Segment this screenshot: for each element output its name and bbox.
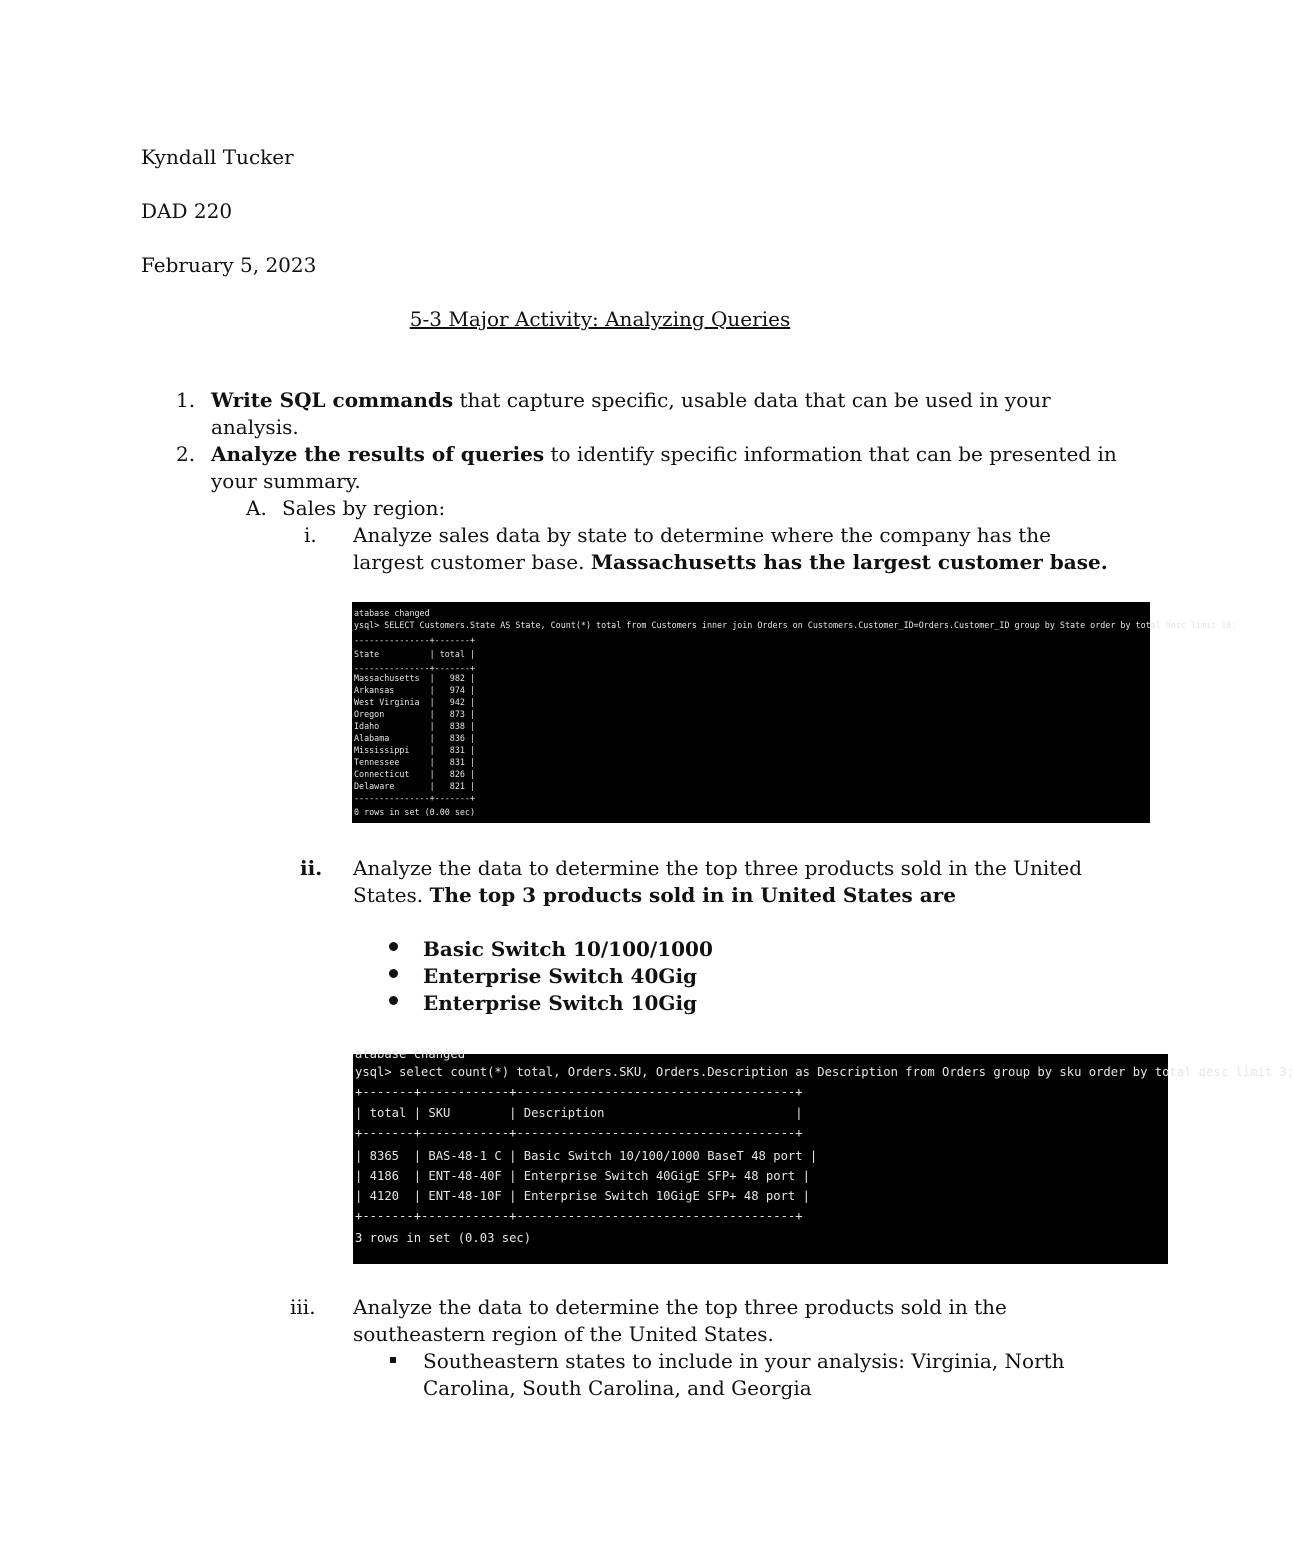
list-item bbox=[423, 963, 697, 990]
list-item-a: Sales by region: bbox=[282, 496, 446, 520]
list-item bbox=[423, 990, 697, 1017]
terminal-line: +-------+------------+--------------------------------------+ bbox=[355, 1209, 803, 1223]
list-item-iii-sub-line2: Carolina, South Carolina, and Georgia bbox=[423, 1376, 812, 1400]
list-item-2 bbox=[211, 441, 1117, 468]
terminal-line: Arkansas | 974 | bbox=[354, 685, 476, 695]
list-item-ii-text: States. bbox=[353, 883, 430, 907]
list-item-iii-line1: Analyze the data to determine the top three products sold in the bbox=[353, 1295, 1007, 1319]
terminal-line: | 4120 | ENT-48-10F | Enterprise Switch 10GigE SFP+ 48 port | bbox=[355, 1189, 810, 1203]
list-item-i-line1: Analyze sales data by state to determine where the company has the bbox=[353, 523, 1051, 547]
bullet-dot-icon bbox=[389, 996, 398, 1005]
terminal-line: ---------------+-------+ bbox=[354, 663, 476, 673]
list-item-i-text: largest customer base. bbox=[353, 550, 591, 574]
terminal-line: ---------------+-------+ bbox=[354, 635, 476, 645]
terminal-line: ysql> SELECT Customers.State AS State, Count(*) total from Customers inner join Orders on Customers.Customer_ID=Orders.Customer_ID group by State order by total desc limit 10; bbox=[354, 620, 1237, 630]
page-title: 5-3 Major Activity: Analyzing Queries bbox=[409, 307, 791, 331]
list-item-ii-line1: Analyze the data to determine the top three products sold in the United bbox=[353, 856, 1082, 880]
terminal-line: State | total | bbox=[354, 649, 476, 659]
terminal-line: Connecticut | 826 | bbox=[354, 769, 476, 779]
course-code: DAD 220 bbox=[141, 199, 233, 223]
terminal-line: atabase changed bbox=[354, 608, 430, 618]
list-roman-iii: iii. bbox=[290, 1295, 316, 1319]
bullet-dot-icon bbox=[389, 942, 398, 951]
terminal-line: | 8365 | BAS-48-1 C | Basic Switch 10/100/1000 BaseT 48 port | bbox=[355, 1149, 818, 1163]
list-roman-ii bbox=[300, 855, 322, 882]
terminal-line: +-------+------------+--------------------------------------+ bbox=[355, 1126, 803, 1140]
list-item-1-text: that capture specific, usable data that can be used in your bbox=[453, 388, 1051, 412]
list-item-1 bbox=[211, 387, 1051, 414]
terminal-line: 0 rows in set (0.00 sec) bbox=[354, 807, 476, 817]
list-item-ii-line2 bbox=[353, 882, 956, 909]
list-number-1: 1. bbox=[176, 388, 196, 412]
terminal-line: West Virginia | 942 | bbox=[354, 697, 476, 707]
list-item-ii-answer: The top 3 products sold in in United States are bbox=[429, 883, 956, 907]
terminal-line: Mississippi | 831 | bbox=[354, 745, 476, 755]
bullet-dot-icon bbox=[389, 969, 398, 978]
product-1: Basic Switch 10/100/1000 bbox=[423, 937, 713, 961]
terminal-line: Oregon | 873 | bbox=[354, 709, 476, 719]
list-item bbox=[423, 936, 713, 963]
list-item-1-continuation: analysis. bbox=[211, 415, 299, 439]
list-letter-a: A. bbox=[246, 496, 267, 520]
list-number-2: 2. bbox=[176, 442, 196, 466]
list-item-1-bold: Write SQL commands bbox=[211, 388, 454, 412]
list-item-iii-line2: southeastern region of the United States. bbox=[353, 1322, 774, 1346]
bullet-square-icon bbox=[390, 1357, 396, 1363]
list-roman-i: i. bbox=[304, 523, 317, 547]
list-item-2-continuation: your summary. bbox=[211, 469, 361, 493]
terminal-line: Delaware | 821 | bbox=[354, 781, 476, 791]
list-item-2-text: to identify specific information that can be presented in bbox=[544, 442, 1117, 466]
terminal-line: +-------+------------+--------------------------------------+ bbox=[355, 1085, 803, 1099]
list-item-i-line2 bbox=[353, 549, 1108, 576]
list-item-i-answer: Massachusetts has the largest customer base. bbox=[590, 550, 1108, 574]
document-date: February 5, 2023 bbox=[141, 253, 317, 277]
terminal-line: atabase changed bbox=[355, 1047, 466, 1061]
terminal-line: | 4186 | ENT-48-40F | Enterprise Switch 40GigE SFP+ 48 port | bbox=[355, 1169, 810, 1183]
terminal-line: Tennessee | 831 | bbox=[354, 757, 476, 767]
terminal-line: | total | SKU | Description | bbox=[355, 1106, 803, 1120]
query-result-screenshot-states bbox=[352, 602, 1237, 823]
list-item-2-bold: Analyze the results of queries bbox=[211, 442, 545, 466]
list-item-iii-sub-line1: Southeastern states to include in your analysis: Virginia, North bbox=[423, 1349, 1065, 1373]
terminal-line: 3 rows in set (0.03 sec) bbox=[355, 1231, 532, 1245]
author-name: Kyndall Tucker bbox=[141, 145, 294, 169]
product-3: Enterprise Switch 10Gig bbox=[423, 991, 698, 1015]
terminal-line: Idaho | 838 | bbox=[354, 721, 476, 731]
terminal-line: Massachusetts | 982 | bbox=[354, 673, 476, 683]
list-roman-ii-label: ii. bbox=[300, 856, 323, 880]
terminal-line: ---------------+-------+ bbox=[354, 793, 476, 803]
terminal-line: ysql> select count(*) total, Orders.SKU, Orders.Description as Description from Orders group by sku order by total desc limit 3; bbox=[355, 1065, 1294, 1079]
terminal-line: Alabama | 836 | bbox=[354, 733, 476, 743]
product-2: Enterprise Switch 40Gig bbox=[423, 964, 698, 988]
query-result-screenshot-products bbox=[353, 1047, 1294, 1264]
